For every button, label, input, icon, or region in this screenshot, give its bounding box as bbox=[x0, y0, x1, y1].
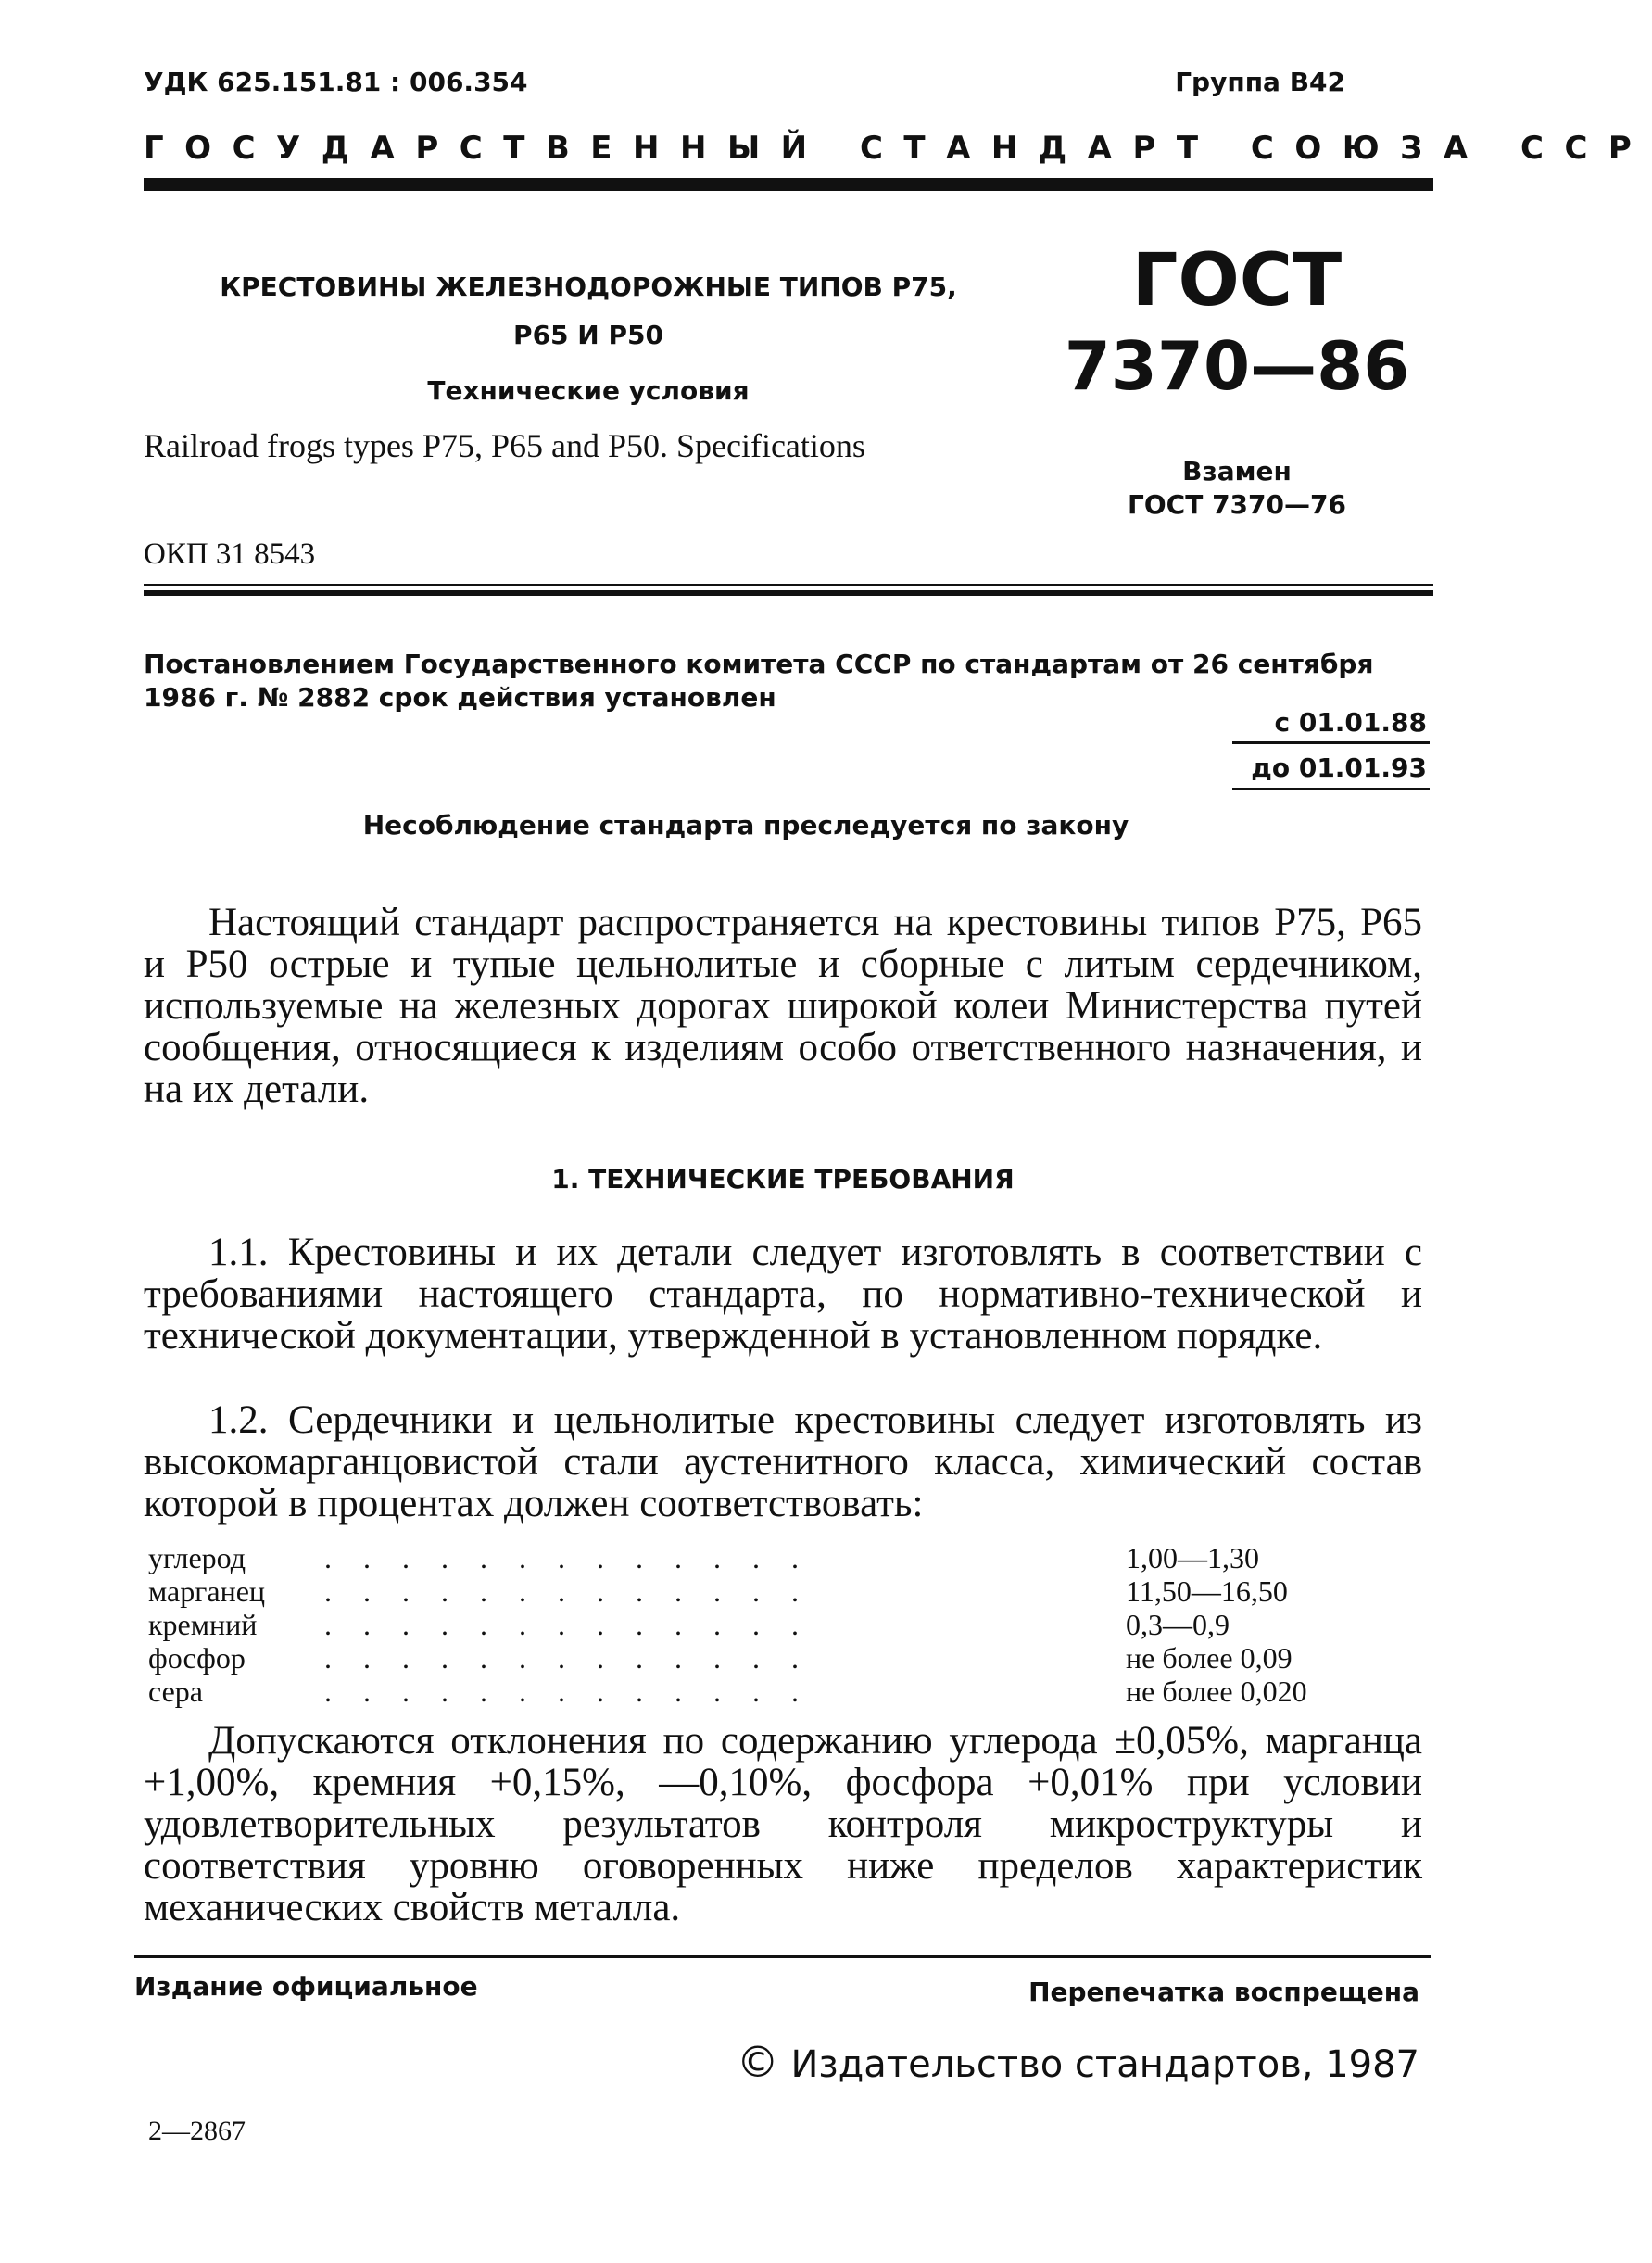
okp-code: ОКП 31 8543 bbox=[144, 537, 316, 571]
copyright-line bbox=[737, 2037, 1419, 2087]
element-value: 1,00—1,30 bbox=[1126, 1541, 1259, 1574]
composition-row bbox=[148, 1675, 1353, 1708]
title-bottom-rule-thick bbox=[144, 590, 1433, 596]
leader-dots: ............. bbox=[324, 1608, 830, 1641]
title-line-1: КРЕСТОВИНЫ ЖЕЛЕЗНОДОРОЖНЫЕ ТИПОВ Р75, bbox=[220, 272, 957, 302]
copyright-icon: © bbox=[736, 2037, 779, 2087]
element-name: углерод bbox=[148, 1541, 246, 1574]
validity-rule-2 bbox=[1232, 788, 1430, 790]
replaces-value: ГОСТ 7370—76 bbox=[1128, 489, 1346, 520]
tolerance-paragraph bbox=[144, 1720, 1422, 1928]
title-subtitle: Технические условия bbox=[427, 375, 750, 406]
composition-row bbox=[148, 1641, 1353, 1675]
udk-code: УДК 625.151.81 : 006.354 bbox=[144, 67, 528, 97]
group-code: Группа В42 bbox=[1175, 67, 1345, 97]
gost-number: 7370—86 bbox=[1064, 327, 1410, 405]
replaces-label: Взамен bbox=[1182, 456, 1292, 487]
leader-dots: ............. bbox=[324, 1675, 830, 1708]
leader-dots: ............. bbox=[324, 1641, 830, 1675]
element-name: марганец bbox=[148, 1574, 266, 1608]
element-value: 11,50—16,50 bbox=[1126, 1574, 1288, 1608]
clause-1-1 bbox=[144, 1232, 1422, 1357]
element-value: 0,3—0,9 bbox=[1126, 1608, 1230, 1641]
element-value: не более 0,09 bbox=[1126, 1641, 1293, 1675]
reprint-label: Перепечатка воспрещена bbox=[1028, 1977, 1419, 2007]
clause-1-2 bbox=[144, 1399, 1422, 1524]
composition-row bbox=[148, 1608, 1353, 1641]
intro-paragraph bbox=[144, 902, 1422, 1110]
footer-rule bbox=[134, 1955, 1431, 1958]
title-line-2: Р65 И Р50 bbox=[513, 320, 663, 350]
composition-row bbox=[148, 1541, 1353, 1574]
page-code: 2—2867 bbox=[148, 2116, 246, 2146]
element-value: не более 0,020 bbox=[1126, 1675, 1307, 1708]
gost-word: ГОСТ bbox=[1131, 239, 1343, 322]
title-bottom-rule-thin bbox=[144, 584, 1433, 586]
section-1-heading: 1. ТЕХНИЧЕСКИЕ ТРЕБОВАНИЯ bbox=[551, 1164, 1015, 1195]
composition-row bbox=[148, 1574, 1353, 1608]
english-title: Railroad frogs types P75, P65 and P50. Specifications bbox=[144, 427, 865, 464]
element-name: кремний bbox=[148, 1608, 258, 1641]
decree-line-1: Постановлением Государственного комитета СССР по стандартам от 26 сентября bbox=[144, 649, 1374, 679]
clause-1-2-text: 1.2. Сердечники и цельнолитые крестовины следует изготовлять из высокомарганцовистой стали аустенитного класса, химический состав которой в процентах должен соответствовать: bbox=[144, 1398, 1422, 1525]
leader-dots: ............. bbox=[324, 1541, 830, 1574]
law-warning: Несоблюдение стандарта преследуется по закону bbox=[362, 810, 1129, 841]
copyright-text: Издательство стандартов, 1987 bbox=[790, 2043, 1419, 2086]
tolerance-text: Допускаются отклонения по содержанию углерода ±0,05%, марганца +1,00%, кремния +0,15%, —0,10%, фосфора +0,01% при условии удовлетворительных результатов контроля микроструктуры и соответствия уровню оговоренных ниже пределов характеристик механических свойств металла. bbox=[144, 1719, 1422, 1929]
header-thick-rule bbox=[144, 178, 1433, 191]
decree-line-2: 1986 г. № 2882 срок действия установлен bbox=[144, 682, 776, 713]
validity-from: с 01.01.88 bbox=[1274, 707, 1427, 738]
edition-label: Издание официальное bbox=[134, 1971, 478, 2002]
clause-1-1-text: 1.1. Крестовины и их детали следует изготовлять в соответствии с требованиями настоящего стандарта, по нормативно-технической и технической документации, утвержденной в установленном порядке. bbox=[144, 1231, 1422, 1358]
element-name: фосфор bbox=[148, 1641, 246, 1675]
validity-rule-1 bbox=[1232, 741, 1430, 744]
validity-to: до 01.01.93 bbox=[1251, 752, 1427, 783]
intro-text: Настоящий стандарт распространяется на крестовины типов Р75, Р65 и Р50 острые и тупые цельнолитые и сборные с литым сердечником, используемые на железных дорогах широкой колеи Министерства путей сообщения, относящиеся к изделиям особо ответственного назначения, и на их детали. bbox=[144, 901, 1422, 1111]
state-standard-banner: ГОСУДАРСТВЕННЫЙ СТАНДАРТ СОЮЗА ССР bbox=[144, 130, 1652, 167]
element-name: сера bbox=[148, 1675, 203, 1708]
leader-dots: ............. bbox=[324, 1574, 830, 1608]
